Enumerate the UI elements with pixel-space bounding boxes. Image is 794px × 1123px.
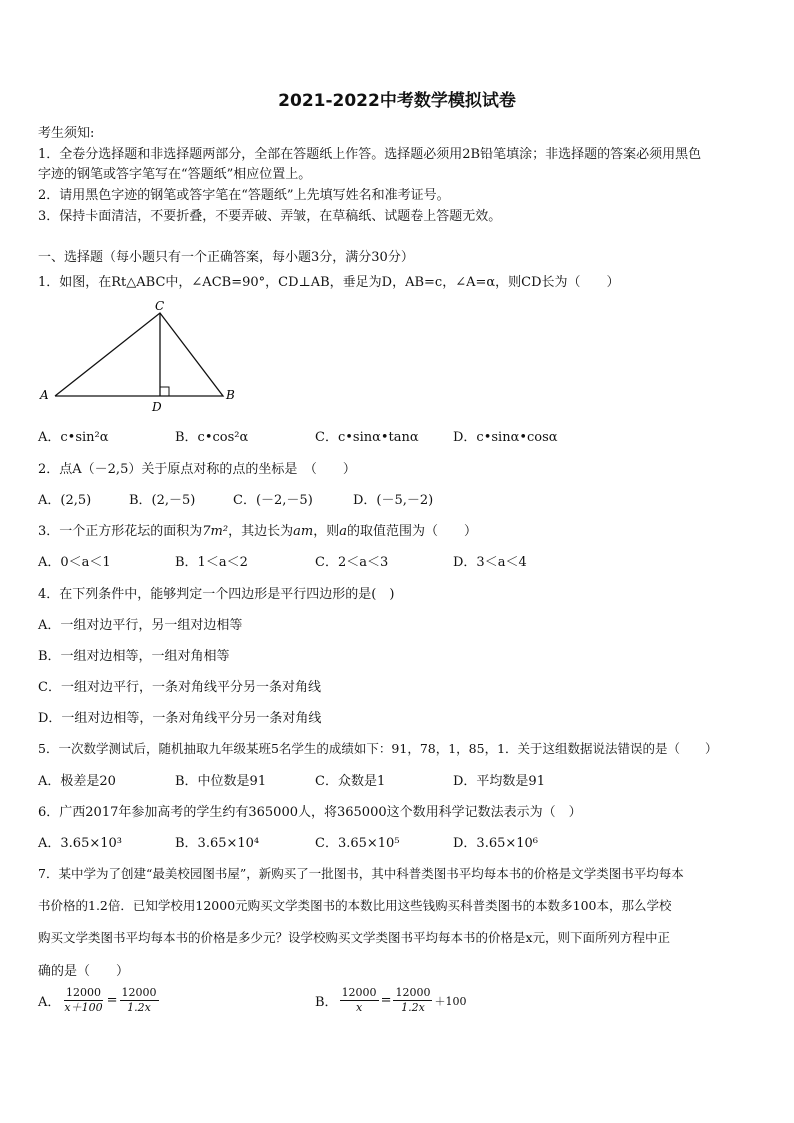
numerator: 12000 [121, 986, 157, 999]
option-a: A．(2,5) [38, 493, 92, 508]
option-a: A．极差是20 [38, 774, 116, 789]
question-7-stem-line: 书价格的1.2倍．已知学校用12000元购买文学类图书的本数比用这些钱购买科普类图书的本数多100本，那么学校 [38, 898, 672, 913]
vertex-label-d: D [152, 400, 162, 414]
option-d: D．一组对边相等，一条对角线平分另一条对角线 [38, 711, 322, 726]
denominator: 1.2x [401, 1001, 425, 1014]
section-heading: 一、选择题（每小题只有一个正确答案，每小题3分，满分30分） [38, 250, 414, 265]
option-a: A．c•sin²α [38, 430, 109, 445]
fraction [62, 986, 104, 1015]
page-title: 2021-2022中考数学模拟试卷 [278, 91, 516, 111]
question-3-text: 的取值范围为（ ） [346, 524, 477, 539]
numerator: 12000 [65, 986, 101, 999]
fraction [120, 986, 159, 1015]
option-label: A． [38, 995, 61, 1010]
option-label: B． [315, 995, 338, 1010]
question-4-stem: 4．在下列条件中，能够判定一个四边形是平行四边形的是( ) [38, 587, 395, 602]
option-b: B．1＜a＜2 [175, 555, 248, 570]
equals-sign: = [106, 993, 118, 1008]
option-b: B．3.65×10⁴ [175, 836, 260, 851]
question-7-stem-line: 7．某中学为了创建“最美校园图书屋”，新购买了一批图书，其中科普类图书平均每本书的价格是文学类图书平均每本 [38, 866, 684, 881]
notice-item: 2．请用黑色字迹的钢笔或答字笔在“答题纸”上先填写姓名和准考证号。 [38, 188, 450, 203]
notice-item: 1．全卷分选择题和非选择题两部分，全部在答题纸上作答。选择题必须用2B铅笔填涂；非选择题的答案必须用黑色 [38, 147, 702, 162]
option-d: D．3.65×10⁶ [453, 836, 539, 851]
option-b: B．(2,－5) [129, 493, 196, 508]
question-3-text: ，其边长为 [228, 524, 294, 539]
denominator: 1.2x [127, 1001, 151, 1014]
option-c: C．一组对边平行，一条对角线平分另一条对角线 [38, 680, 321, 695]
vertex-label-a: A [40, 388, 49, 402]
option-d: D．c•sinα•cosα [453, 430, 558, 445]
option-b: B．中位数是91 [175, 774, 267, 789]
question-2-stem: 2．点A（－2,5）关于原点对称的点的坐标是 （ ） [38, 462, 356, 477]
question-1-stem: 1．如图，在Rt△ABC中，∠ACB=90°，CD⊥AB，垂足为D，AB=c，∠A=α，则CD长为（ ） [38, 275, 620, 290]
question-3-text: 3．一个正方形花坛的面积为 [38, 524, 203, 539]
question-7-stem-line: 确的是（ ） [38, 964, 130, 979]
question-3-stem [38, 520, 477, 539]
fraction [340, 986, 379, 1015]
option-b: B．c•cos²α [175, 430, 249, 445]
notice-heading: 考生须知: [38, 126, 95, 141]
vertex-label-c: C [155, 300, 165, 313]
question-6-stem: 6．广西2017年参加高考的学生约有365000人，将365000这个数用科学记数法表示为（ ） [38, 805, 582, 820]
question-7-stem-line: 购买文学类图书平均每本书的价格是多少元？设学校购买文学类图书平均每本书的价格是x元，则下面所列方程中正 [38, 930, 671, 945]
area-value: 7m² [202, 524, 229, 539]
fraction [393, 986, 432, 1015]
option-d: D．3＜a＜4 [453, 555, 527, 570]
numerator: 12000 [341, 986, 377, 999]
option-a [38, 986, 161, 1015]
equals-sign: = [380, 993, 392, 1008]
denominator: x＋100 [64, 1001, 103, 1014]
option-a: A．一组对边平行，另一组对边相等 [38, 618, 243, 633]
question-3-text: ，则 [313, 524, 340, 539]
notice-item: 字迹的钢笔或答字笔写在“答题纸”相应位置上。 [38, 167, 312, 182]
option-c: C．c•sinα•tanα [315, 430, 419, 445]
option-c: C．3.65×10⁵ [315, 836, 400, 851]
vertex-label-b: B [226, 388, 235, 402]
option-d: D．平均数是91 [453, 774, 545, 789]
option-d: D．(－5,－2) [353, 493, 434, 508]
side-length: am [293, 524, 314, 539]
plus-term: ＋100 [434, 994, 467, 1008]
option-b: B．一组对边相等，一组对角相等 [38, 649, 230, 664]
triangle-figure [38, 300, 248, 418]
option-a: A．3.65×10³ [38, 836, 122, 851]
numerator: 12000 [395, 986, 431, 999]
denominator: x [355, 1001, 363, 1014]
option-c: C．众数是1 [315, 774, 386, 789]
option-c: C．(－2,－5) [233, 493, 313, 508]
variable-a: a [339, 524, 347, 539]
option-a: A．0＜a＜1 [38, 555, 111, 570]
option-b [315, 986, 466, 1015]
option-c: C．2＜a＜3 [315, 555, 389, 570]
question-5-stem: 5．一次数学测试后，随机抽取九年级某班5名学生的成绩如下：91，78，1，85，1．关于这组数据说法错误的是（ ） [38, 741, 718, 756]
notice-item: 3．保持卡面清洁，不要折叠，不要弄破、弄皱，在草稿纸、试题卷上答题无效。 [38, 209, 502, 224]
